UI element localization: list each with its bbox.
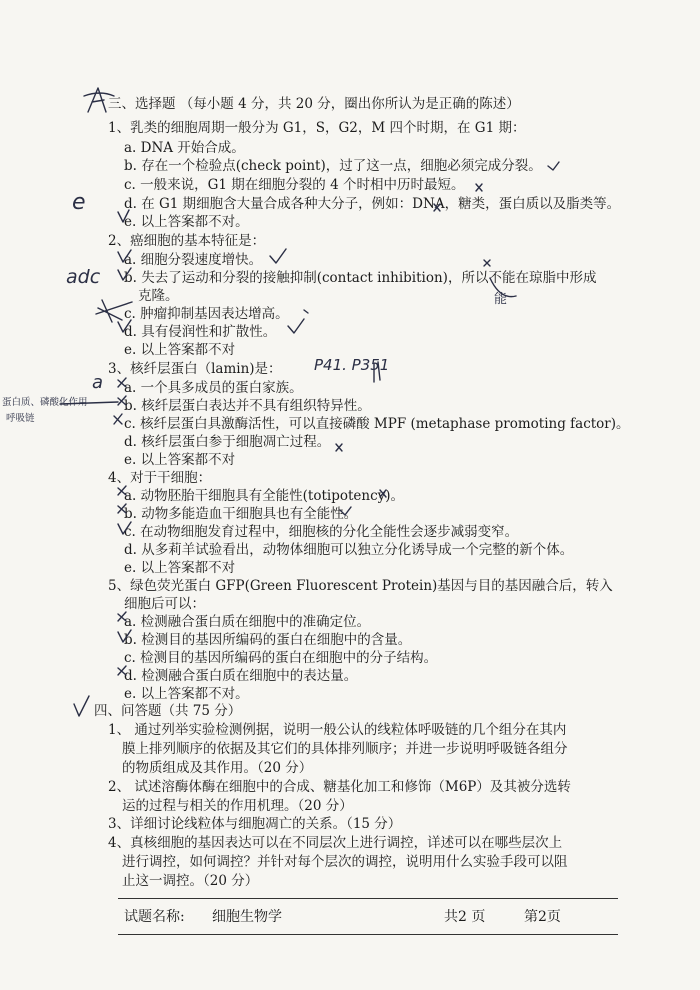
q2d-tick bbox=[288, 319, 304, 333]
section-4-check bbox=[74, 696, 89, 716]
section-3-header: 三、选择题 （每小题 4 分，共 20 分，圈出你所认为是正确的陈述） bbox=[108, 96, 520, 112]
essay-q1-line1: 1、 通过列举实验检测例据，说明一般公认的线粒体呼吸链的几个组分在其内 bbox=[108, 722, 567, 738]
q3c-mark bbox=[114, 414, 122, 424]
q2a-tick bbox=[270, 249, 286, 263]
q3d-cross bbox=[336, 444, 342, 451]
footer-subject: 细胞生物学 bbox=[212, 909, 282, 925]
q3-page-reference: P41. P351 bbox=[314, 356, 390, 374]
q2-handwritten-answer: adc bbox=[66, 266, 101, 288]
q2b-cross bbox=[484, 260, 490, 266]
q2-option-c: c. 肿瘤抑制基因表达增高。 bbox=[124, 306, 289, 322]
essay-q1-line3: 的物质组成及其作用。（20 分） bbox=[122, 760, 313, 776]
q2-option-b: b. 失去了运动和分裂的接触抑制(contact inhibition)，所以不能在琼脂中形成 bbox=[124, 270, 597, 286]
q5-option-b: b. 检测目的基因所编码的蛋白在细胞中的含量。 bbox=[124, 632, 412, 648]
q4-option-a: a. 动物胚胎干细胞具有全能性(totipotency)。 bbox=[124, 488, 405, 504]
q3-option-d: d. 核纤层蛋白参于细胞凋亡过程。 bbox=[124, 434, 331, 450]
q1-option-e: e. 以上答案都不对。 bbox=[124, 214, 249, 230]
q2-option-e: e. 以上答案都不对 bbox=[124, 342, 236, 358]
q2-option-d: d. 具有侵润性和扩散性。 bbox=[124, 324, 277, 340]
q1-handwritten-answer: e bbox=[72, 190, 86, 215]
q3-option-a: a. 一个具多成员的蛋白家族。 bbox=[124, 380, 303, 396]
q4-option-b: b. 动物多能造血干细胞具也有全能性。 bbox=[124, 506, 358, 522]
q2-option-b-cont: 克隆。 bbox=[138, 288, 179, 304]
q5-option-a: a. 检测融合蛋白质在细胞中的准确定位。 bbox=[124, 614, 371, 630]
q3-margin-note-line2: 呼吸链 bbox=[6, 413, 35, 424]
q3-handwritten-answer: a bbox=[92, 372, 104, 393]
footer-label: 试题名称: bbox=[124, 909, 185, 925]
essay-q3: 3、详细讨论线粒体与细胞凋亡的关系。（15 分） bbox=[108, 816, 402, 832]
footer-bottom-rule bbox=[118, 934, 618, 935]
footer-total-pages: 共2 页 bbox=[444, 909, 486, 925]
essay-q2-line2: 运的过程与相关的作用机理。（20 分） bbox=[122, 798, 353, 814]
q1-option-d: d. 在 G1 期细胞含大量合成各种大分子，例如：DNA，糖类，蛋白质以及脂类等。 bbox=[124, 196, 621, 212]
q2-correction-note: 能 bbox=[494, 292, 508, 307]
q5-stem-cont: 细胞后可以： bbox=[124, 596, 205, 612]
section-4-header: 四、问答题（共 75 分） bbox=[94, 703, 242, 719]
essay-q4-line2: 进行调控，如何调控？并针对每个层次的调控，说明用什么实验手段可以阻 bbox=[122, 854, 568, 870]
essay-q1-line2: 膜上排列顺序的依据及其它们的具体排列顺序；并进一步说明呼吸链各组分 bbox=[122, 741, 568, 757]
q1-stem: 1、乳类的细胞周期一般分为 G1，S，G2，M 四个时期，在 G1 期： bbox=[108, 120, 526, 136]
q3-option-e: e. 以上答案都不对 bbox=[124, 452, 236, 468]
footer-page-number: 第2页 bbox=[524, 909, 561, 925]
q4-option-e: e. 以上答案都不对 bbox=[124, 560, 236, 576]
q3-option-b: b. 核纤层蛋白表达并不具有组织特异性。 bbox=[124, 398, 371, 414]
q3-option-c: c. 核纤层蛋白具激酶活性，可以直接磷酸 MPF (metaphase promoting factor)。 bbox=[124, 416, 630, 432]
q4-option-d: d. 从多莉羊试验看出，动物体细胞可以独立分化诱导成一个完整的新个体。 bbox=[124, 542, 574, 558]
q4-stem: 4、对于干细胞： bbox=[108, 470, 212, 486]
q1b-cross-mark bbox=[548, 162, 559, 170]
q5-option-e: e. 以上答案都不对。 bbox=[124, 686, 249, 702]
q5-option-d: d. 检测融合蛋白质在细胞中的表达量。 bbox=[124, 668, 358, 684]
q3-margin-note-line1: 蛋白质、磷酸化作用 bbox=[2, 397, 88, 408]
essay-q4-line3: 止这一调控。（20 分） bbox=[122, 873, 259, 889]
q1-option-c: c. 一般来说，G1 期在细胞分裂的 4 个时相中历时最短。 bbox=[124, 177, 465, 193]
q2-stem: 2、癌细胞的基本特征是： bbox=[108, 233, 266, 249]
q5-option-c: c. 检测目的基因所编码的蛋白在细胞中的分子结构。 bbox=[124, 650, 438, 666]
essay-q4-line1: 4、真核细胞的基因表达可以在不同层次上进行调控，详述可以在哪些层次上 bbox=[108, 835, 563, 851]
q1c-cross-mark bbox=[476, 184, 482, 191]
footer-top-rule bbox=[118, 898, 618, 899]
q5-stem: 5、绿色荧光蛋白 GFP(Green Fluorescent Protein)基因与目的基因融合后，转入 bbox=[108, 578, 613, 594]
q2c-dot bbox=[304, 310, 308, 313]
essay-q2-line1: 2、 试述溶酶体酶在细胞中的合成、糖基化加工和修饰（M6P）及其被分选转 bbox=[108, 779, 571, 795]
q1-option-b: b. 存在一个检验点(check point)，过了这一点，细胞必须完成分裂。 bbox=[124, 158, 542, 174]
q3-stem: 3、核纤层蛋白（lamin)是： bbox=[108, 361, 282, 377]
q2-option-a: a. 细胞分裂速度增快。 bbox=[124, 252, 263, 268]
q4-option-c: c. 在动物细胞发育过程中，细胞核的分化全能性会逐步减弱变窄。 bbox=[124, 524, 519, 540]
q1-option-a: a. DNA 开始合成。 bbox=[124, 140, 245, 156]
